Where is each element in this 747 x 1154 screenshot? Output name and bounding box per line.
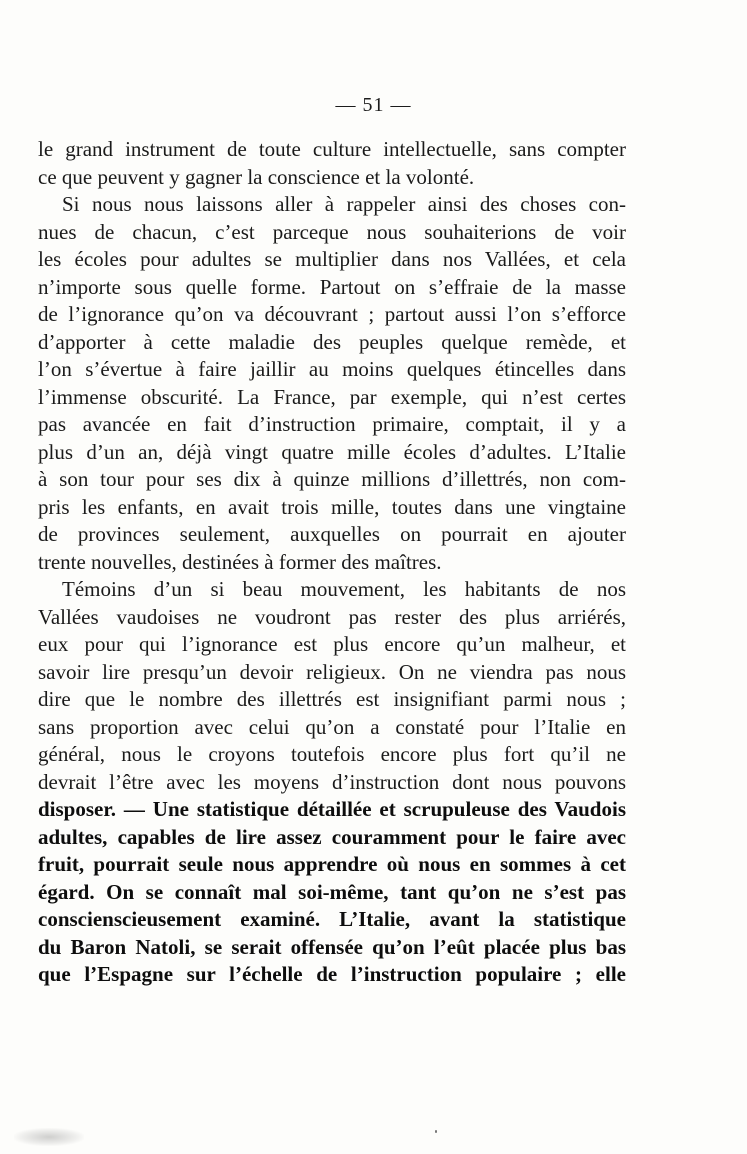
text-line: sans proportion avec celui qu’on a constaté pour l’Italie en <box>38 714 626 739</box>
text-line: de provinces seulement, auxquelles on pourrait en ajouter <box>38 522 626 546</box>
text-line: d’apporter à cette maladie des peuples quelque remède, et <box>38 329 626 354</box>
text-line: trente nouvelles, destinées à former des maîtres. <box>38 549 442 574</box>
text-line: plus d’un an, déjà vingt quatre mille écoles d’adultes. L’Italie <box>38 439 626 464</box>
text-line: à son tour pour ses dix à quinze millions d’illettrés, non com- <box>38 467 626 491</box>
text-line: eux pour qui l’ignorance est plus encore qu’un malheur, et <box>38 632 626 656</box>
text-line: disposer. — Une statistique détaillée et scrupuleuse des Vaudois <box>38 797 626 821</box>
text-line: nues de chacun, c’est parceque nous souhaiterions de voir <box>38 219 626 244</box>
text-line: le grand instrument de toute culture intellectuelle, sans compter <box>38 137 626 161</box>
text-line: ce que peuvent y gagner la conscience et la volonté. <box>38 164 475 189</box>
text-line: devrait l’être avec les moyens d’instruction dont nous pouvons <box>38 769 626 794</box>
text-line: pas avancée en fait d’instruction primaire, comptait, il y a <box>38 412 626 436</box>
text-line: que l’Espagne sur l’échelle de l’instruction populaire ; elle <box>38 962 626 986</box>
text-line: conscienscieusement examiné. L’Italie, avant la statistique <box>38 907 626 931</box>
text-line: l’on s’évertue à faire jaillir au moins quelques étincelles dans <box>38 357 626 381</box>
text-line: égard. On se connaît mal soi-même, tant qu’on ne s’est pas <box>38 879 626 904</box>
ink-speck <box>435 1130 437 1133</box>
text-line: de l’ignorance qu’on va découvrant ; partout aussi l’on s’efforce <box>38 302 626 326</box>
text-line: Témoins d’un si beau mouvement, les habitants de nos <box>62 577 626 601</box>
text-line: général, nous le croyons toutefois encore plus fort qu’il ne <box>38 742 626 766</box>
text-line: savoir lire presqu’un devoir religieux. On ne viendra pas nous <box>38 659 626 684</box>
ink-smudge <box>14 1128 84 1146</box>
page-number: — 51 — <box>335 94 412 116</box>
text-line: l’immense obscurité. La France, par exemple, qui n’est certes <box>38 384 626 409</box>
text-line: les écoles pour adultes se multiplier dans nos Vallées, et cela <box>38 247 626 271</box>
text-line: adultes, capables de lire assez couramment pour le faire avec <box>38 824 626 849</box>
text-line: Vallées vaudoises ne voudront pas rester des plus arriérés, <box>38 604 626 629</box>
text-line: Si nous nous laissons aller à rappeler ainsi des choses con- <box>62 192 626 216</box>
body-text <box>38 136 626 989</box>
text-line: fruit, pourrait seule nous apprendre où nous en sommes à cet <box>38 852 626 876</box>
text-line: du Baron Natoli, se serait offensée qu’on l’eût placée plus bas <box>38 934 626 959</box>
text-line: dire que le nombre des illettrés est insignifiant parmi nous ; <box>38 687 626 711</box>
text-line: pris les enfants, en avait trois mille, toutes dans une vingtaine <box>38 494 626 519</box>
text-line: n’importe sous quelle forme. Partout on s’effraie de la masse <box>38 274 626 299</box>
